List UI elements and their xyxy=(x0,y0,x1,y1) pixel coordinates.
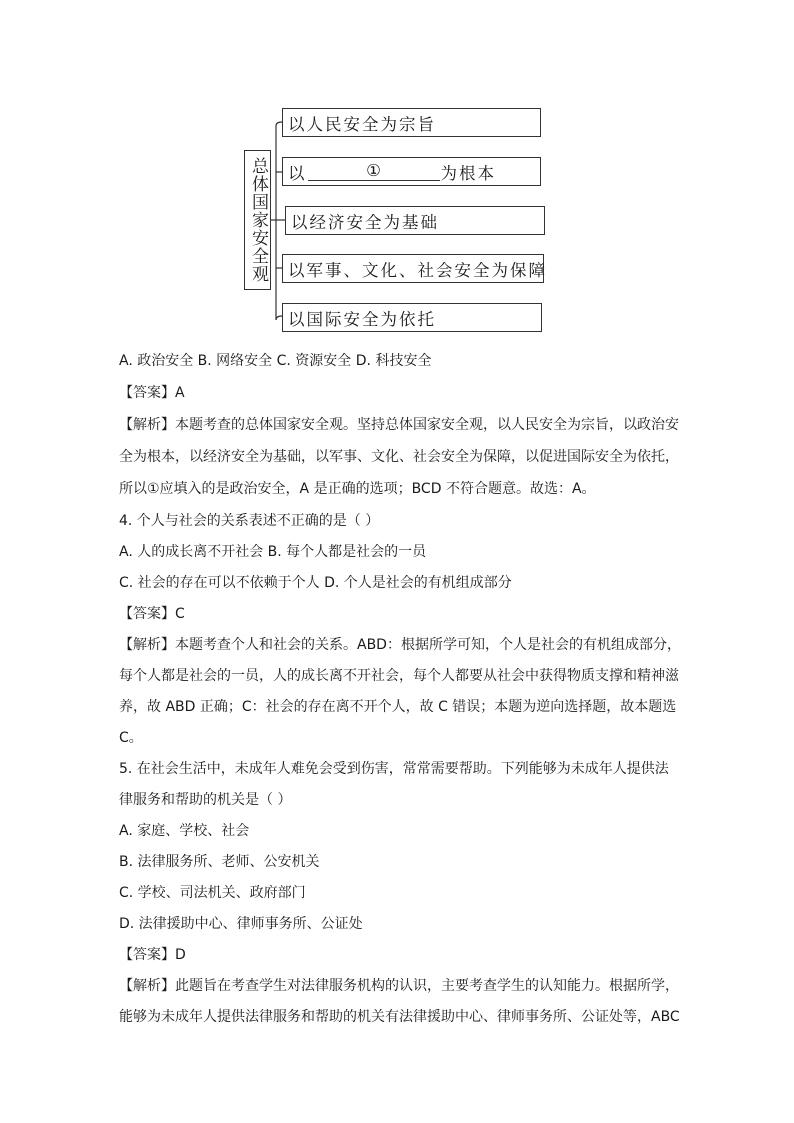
q4-analysis-line-4: C。 xyxy=(119,730,143,746)
q3-options: A. 政治安全 B. 网络安全 C. 资源安全 D. 科技安全 xyxy=(119,353,432,369)
q3-analysis-line-1: 【解析】本题考查的总体国家安全观。坚持总体国家安全观，以人民安全为宗旨，以政治安 xyxy=(119,417,679,433)
q4-analysis-line-3: 养，故 ABD 正确；C：社会的存在离不开个人，故 C 错误；本题为逆向选择题，故本题选 xyxy=(119,699,677,715)
branch-label: 以军事、文化、社会安全为保障 xyxy=(288,260,547,280)
branch-prefix: 以 xyxy=(288,163,307,183)
q4-options-cd: C. 社会的存在可以不依赖于个人 D. 个人是社会的有机组成部分 xyxy=(119,575,512,591)
fill-in-blank xyxy=(308,162,440,181)
q4-analysis-line-1: 【解析】本题考查个人和社会的关系。ABD：根据所学可知，个人是社会的有机组成部分， xyxy=(119,637,681,653)
q5-answer: 【答案】D xyxy=(119,947,186,963)
branch-military-cultural-social xyxy=(282,254,547,283)
branch-label: 以人民安全为宗旨 xyxy=(288,114,436,134)
q5-analysis-line-1: 【解析】此题旨在考查学生对法律服务机构的认识，主要考查学生的认知能力。根据所学， xyxy=(119,978,679,994)
branch-suffix: 为根本 xyxy=(440,163,496,183)
q3-analysis-line-2: 全为根本，以经济安全为基础，以军事、文化、社会安全为保障，以促进国际安全为依托， xyxy=(119,449,679,465)
q3-analysis-line-3: 所以①应填入的是政治安全，A 是正确的选项；BCD 不符合题意。故选：A。 xyxy=(119,481,596,497)
branch-people-security xyxy=(282,108,541,137)
q4-stem: 4. 个人与社会的关系表述不正确的是（ ） xyxy=(119,513,380,529)
q3-answer: 【答案】A xyxy=(119,385,185,401)
q4-answer: 【答案】C xyxy=(119,606,185,622)
root-concept-box xyxy=(244,150,271,290)
branch-label: 以经济安全为基础 xyxy=(291,212,439,232)
q5-option-a: A. 家庭、学校、社会 xyxy=(119,823,250,839)
blank-marker: ① xyxy=(366,160,381,180)
branch-international-security xyxy=(282,303,542,332)
q4-analysis-line-2: 每个人都是社会的一员，人的成长离不开社会，每个人都要从社会中获得物质支撑和精神滋 xyxy=(119,668,679,684)
branch-blank-root xyxy=(282,157,541,186)
q5-stem-line-2: 律服务和帮助的机关是（ ） xyxy=(119,792,292,808)
national-security-diagram xyxy=(0,0,794,345)
q5-stem-line-1: 5. 在社会生活中，未成年人难免会受到伤害，常常需要帮助。下列能够为未成年人提供法 xyxy=(119,761,669,777)
q4-options-ab: A. 人的成长离不开社会 B. 每个人都是社会的一员 xyxy=(119,544,427,560)
q5-option-b: B. 法律服务所、老师、公安机关 xyxy=(119,854,320,870)
q5-option-c: C. 学校、司法机关、政府部门 xyxy=(119,885,306,901)
branch-label: 以国际安全为依托 xyxy=(288,309,436,329)
q5-option-d: D. 法律援助中心、律师事务所、公证处 xyxy=(119,916,363,932)
root-concept-label: 总体国家安全观 xyxy=(248,157,268,283)
branch-economic-security xyxy=(285,206,545,235)
q5-analysis-line-2: 能够为未成年人提供法律服务和帮助的机关有法律援助中心、律师事务所、公证处等，ABC xyxy=(119,1009,680,1025)
